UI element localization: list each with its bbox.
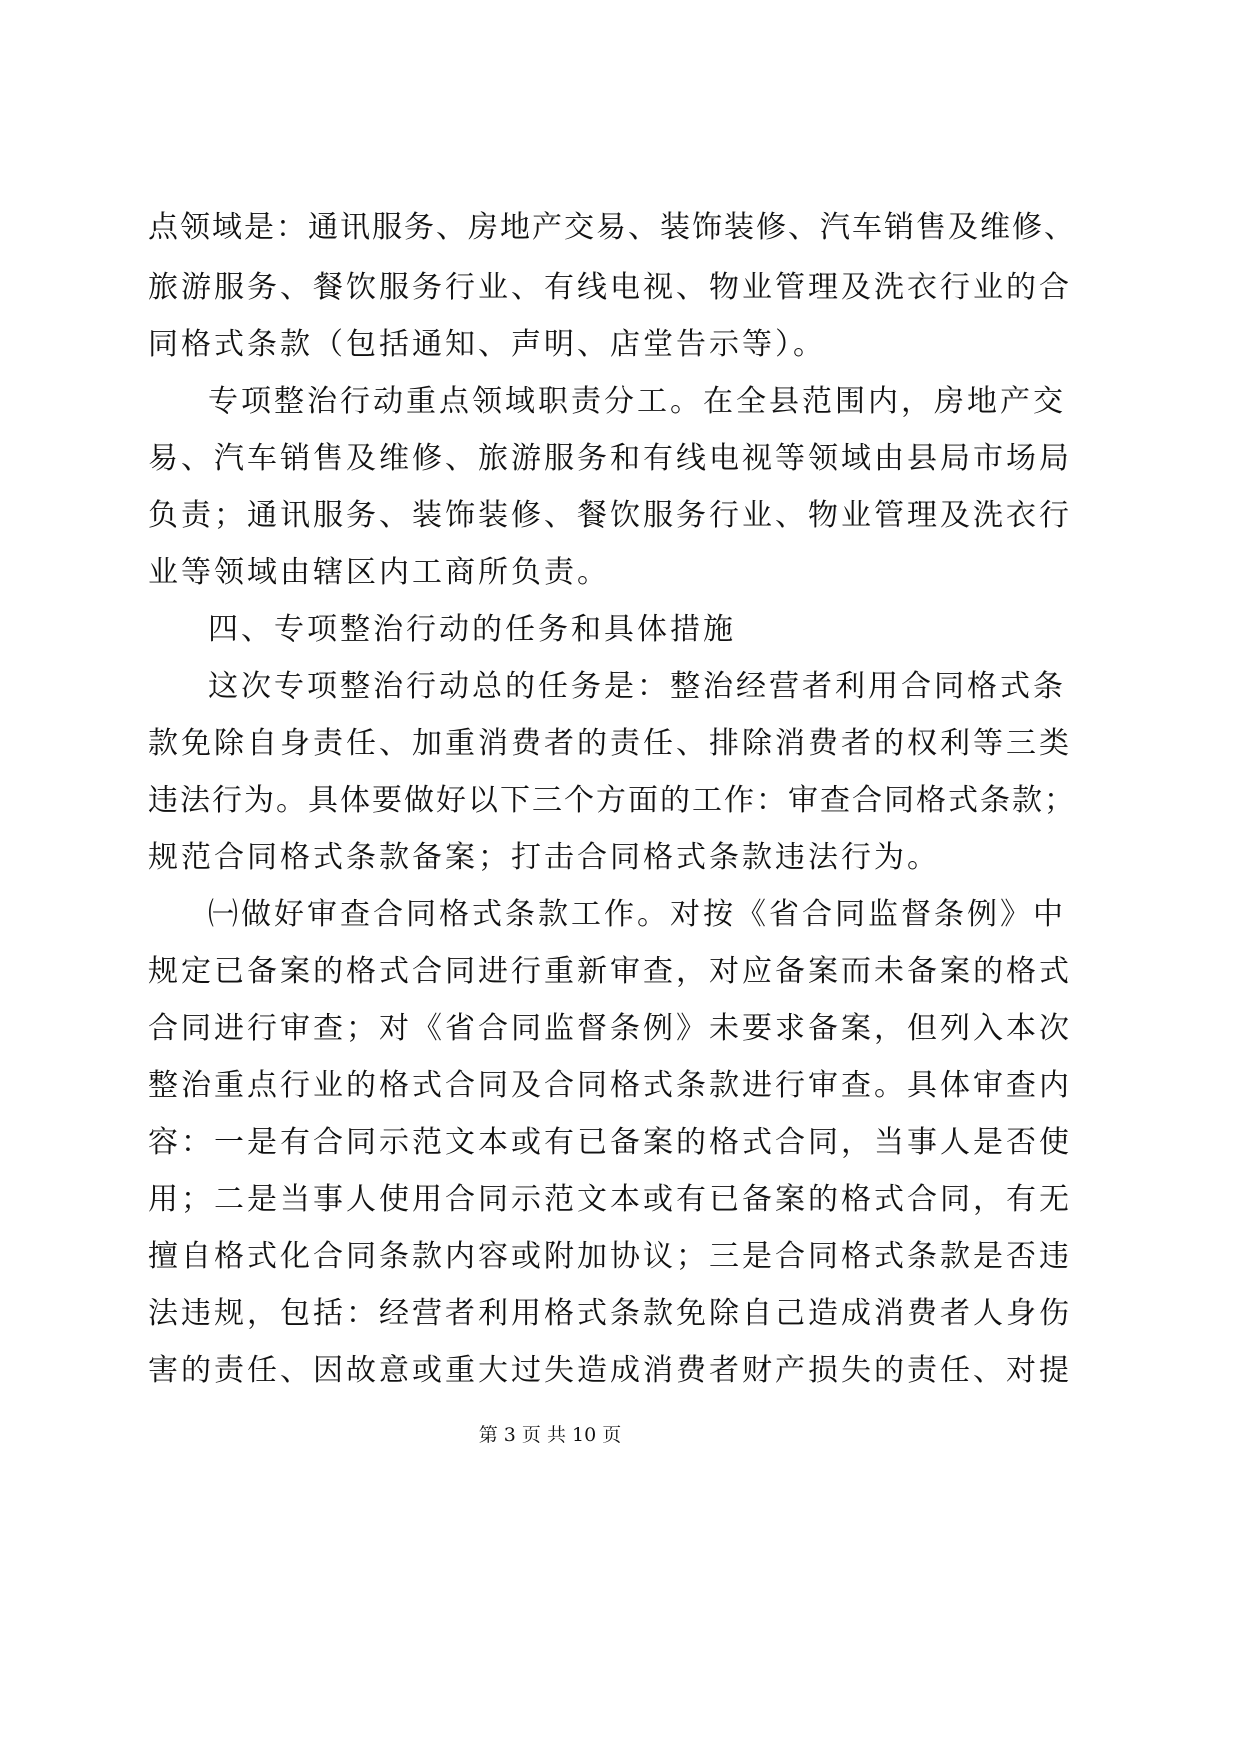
body-line: 法违规，包括：经营者利用格式条款免除自己造成消费者人身伤 — [148, 1296, 1072, 1331]
section-heading: 四、专项整治行动的任务和具体措施 — [208, 612, 736, 647]
body-line: 业等领域由辖区内工商所负责。 — [148, 555, 610, 590]
body-line: 规定已备案的格式合同进行重新审查，对应备案而未备案的格式 — [148, 954, 1072, 989]
body-line: 点领域是：通讯服务、房地产交易、装饰装修、汽车销售及维修、 — [148, 210, 1076, 245]
body-line: 旅游服务、餐饮服务行业、有线电视、物业管理及洗衣行业的合 — [148, 270, 1072, 305]
body-line: 害的责任、因故意或重大过失造成消费者财产损失的责任、对提 — [148, 1353, 1072, 1388]
body-line: 用；二是当事人使用合同示范文本或有已备案的格式合同，有无 — [148, 1182, 1072, 1217]
body-line: 容：一是有合同示范文本或有已备案的格式合同，当事人是否使 — [148, 1125, 1072, 1160]
body-line: 整治重点行业的格式合同及合同格式条款进行审查。具体审查内 — [148, 1068, 1072, 1103]
body-line: 易、汽车销售及维修、旅游服务和有线电视等领域由县局市场局 — [148, 441, 1072, 476]
body-line: 规范合同格式条款备案；打击合同格式条款违法行为。 — [148, 840, 940, 875]
body-line: 同格式条款（包括通知、声明、店堂告示等）。 — [148, 327, 826, 362]
body-line: 负责；通讯服务、装饰装修、餐饮服务行业、物业管理及洗衣行 — [148, 498, 1072, 533]
body-line: 款免除自身责任、加重消费者的责任、排除消费者的权利等三类 — [148, 726, 1072, 761]
body-line: 合同进行审查；对《省合同监督条例》未要求备案，但列入本次 — [148, 1011, 1072, 1046]
page-number-footer: 第 3 页 共 10 页 — [478, 1424, 622, 1446]
paragraph-start-line: ㈠做好审查合同格式条款工作。对按《省合同监督条例》中 — [208, 897, 1066, 932]
body-line: 擅自格式化合同条款内容或附加协议；三是合同格式条款是否违 — [148, 1239, 1072, 1274]
body-line: 违法行为。具体要做好以下三个方面的工作：审查合同格式条款； — [148, 783, 1076, 818]
paragraph-start-line: 这次专项整治行动总的任务是：整治经营者利用合同格式条 — [208, 669, 1066, 704]
paragraph-start-line: 专项整治行动重点领域职责分工。在全县范围内，房地产交 — [208, 384, 1066, 419]
